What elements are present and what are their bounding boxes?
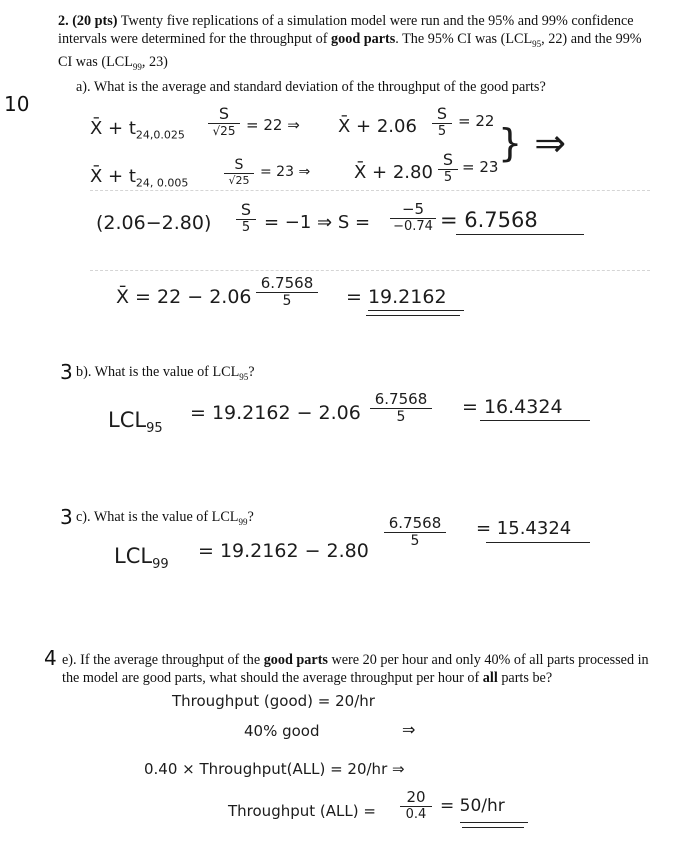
eq1-result: = 22 ⇒ [246, 116, 300, 134]
eq2-right: X̄ + 2.80 [354, 162, 433, 183]
part-c-lhs: $LCL_{99}$ [114, 544, 169, 573]
part-b-result: = 16.4324 [462, 396, 563, 418]
eq3-fraction: S 5 [236, 200, 256, 235]
notebook-line [90, 190, 650, 191]
eq2-left: X̄ + $t_{24, 0.005}$ [90, 166, 189, 190]
problem-bold-good-parts: good parts [331, 31, 396, 47]
eq1-right: X̄ + 2.06 [338, 116, 417, 137]
part-e-line4-fraction: $\frac{20}{0.4}$ [400, 788, 432, 822]
part-a-question: a). What is the average and standard deviation of the throughput of the good parts? [76, 79, 546, 95]
part-e-question: e). If the average throughput of the good parts were 20 per hour and only 40% of all parts processed in the model are good parts, what should the average throughput per hour of all parts be? [62, 652, 649, 686]
eq4-underline-2 [366, 315, 460, 316]
part-c-rhs: = 19.2162 − 2.80 [198, 540, 369, 562]
eq1-right-fraction: S 5 [432, 104, 452, 139]
eq1-left: X̄ + $t_{24,0.025}$ [90, 118, 185, 142]
part-e-line3: 0.40 × Throughput(ALL) = 20/hr ⇒ [144, 760, 405, 778]
part-e-line1: Throughput (good) = 20/hr [172, 692, 375, 710]
part-e-underline [460, 822, 528, 823]
part-e-line4-result: = 50/hr [440, 796, 505, 816]
eq4-result: = 19.2162 [346, 286, 447, 308]
part-e-line2: 40% good [244, 722, 320, 740]
part-b-rhs: = 19.2162 − 2.06 [190, 402, 361, 424]
part-c-fraction: $\frac{6.7568}{5}$ [384, 514, 446, 549]
part-e-line2-arrow: ⇒ [402, 720, 416, 739]
eq4-fraction: $\frac{6.7568}{5}$ [256, 274, 318, 309]
eq2-fraction: S √25 [224, 157, 254, 187]
part-b-question: b). What is the value of $LCL_{95}$? [76, 364, 255, 382]
eq3-underline [456, 234, 584, 235]
part-c-score: 3 [60, 505, 73, 529]
part-e-line4-left: Throughput (ALL) = [228, 802, 376, 820]
problem-statement: 2. (20 pts) Twenty five replications of a simulation model were run and the 95% and 99% confidence intervals were determined for the throughput of good parts. The 95% CI was ($LCL_{95}$, 22) and the 99% CI was ($LCL_{99}$, 23) [58, 13, 642, 72]
part-b-fraction: $\frac{6.7568}{5}$ [370, 390, 432, 425]
part-e-score: 4 [44, 646, 57, 670]
part-b-score: 3 [60, 360, 73, 384]
eq1-right-result: = 22 [458, 112, 495, 130]
problem-text: Twenty five replications of a simulation model were run and the 95% and 99% confidence intervals were determined for the throughput of [58, 13, 634, 47]
brace-arrow: } ⇒ [498, 121, 567, 165]
eq3-result: = 6.7568 [440, 208, 538, 232]
eq4-underline [368, 310, 464, 311]
part-b-lhs: $LCL_{95}$ [108, 408, 163, 437]
problem-number: 2. [58, 13, 69, 29]
eq1-fraction: S √25 [208, 104, 240, 138]
problem-points: (20 pts) [72, 13, 118, 29]
eq4-left: X̄ = 22 − 2.06 [116, 286, 252, 308]
eq2-right-fraction: S 5 [438, 150, 458, 185]
eq3-mid: = −1 ⇒ S = [264, 212, 371, 233]
eq3-s-fraction: $\frac{-5}{-0.74}$ [390, 200, 436, 234]
eq2-right-result: = 23 [462, 158, 499, 176]
part-a-score: 10 [4, 92, 30, 116]
eq3-left: (2.06−2.80) [96, 212, 212, 234]
part-e-underline-2 [462, 827, 524, 828]
part-b-underline [480, 420, 590, 421]
part-c-underline [486, 542, 590, 543]
eq2-result: = 23 ⇒ [260, 164, 311, 180]
part-c-result: = 15.4324 [476, 518, 572, 539]
notebook-line [90, 270, 650, 271]
part-c-question: c). What is the value of $LCL_{99}$? [76, 509, 254, 527]
